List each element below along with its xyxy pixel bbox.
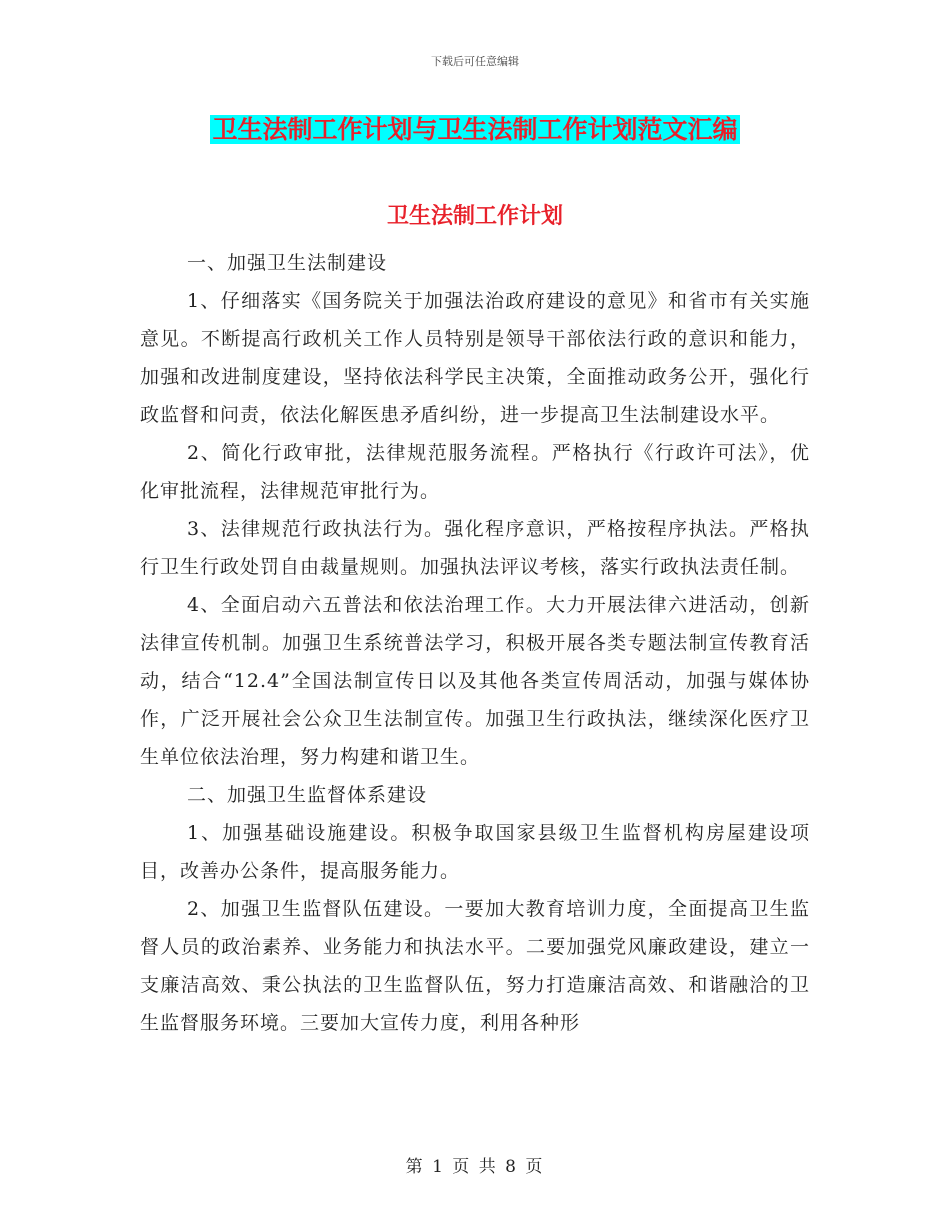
document-body xyxy=(140,244,810,1042)
page-number-footer: 第 1 页 共 8 页 xyxy=(405,1157,545,1177)
paragraph-supervision-item-1: 1、加强基础设施建设。积极争取国家县级卫生监督机构房屋建设项目，改善办公条件，提高服务能力。 xyxy=(140,822,810,882)
heading-strengthen-health-legal-system: 一、加强卫生法制建设 xyxy=(187,252,388,274)
paragraph-item-4: 4、全面启动六五普法和依法治理工作。大力开展法律六进活动，创新法律宣传机制。加强卫生系统普法学习，积极开展各类专题法制宣传教育活动，结合“12.4”全国法制宣传日以及其他各类宣传周活动，加强与媒体协作，广泛开展社会公众卫生法制宣传。加强卫生行政执法，继续深化医疗卫生单位依法治理，努力构建和谐卫生。 xyxy=(140,594,810,768)
section-title: 卫生法制工作计划 xyxy=(386,204,563,229)
main-title-highlight: 卫生法制工作计划与卫生法制工作计划范文汇编 xyxy=(212,115,738,144)
paragraph-item-2: 2、简化行政审批，法律规范服务流程。严格执行《行政许可法》，优化审批流程，法律规范审批行为。 xyxy=(140,442,810,502)
paragraph-supervision-item-2: 2、加强卫生监督队伍建设。一要加大教育培训力度，全面提高卫生监督人员的政治素养、业务能力和执法水平。二要加强党风廉政建设，建立一支廉洁高效、秉公执法的卫生监督队伍，努力打造廉洁高效、和谐融洽的卫生监督服务环境。三要加大宣传力度，利用各种形 xyxy=(140,898,810,1034)
heading-strengthen-health-supervision-system: 二、加强卫生监督体系建设 xyxy=(187,784,428,806)
paragraph-item-1: 1、仔细落实《国务院关于加强法治政府建设的意见》和省市有关实施意见。不断提高行政机关工作人员特别是领导干部依法行政的意识和能力，加强和改进制度建设，坚持依法科学民主决策，全面推动政务公开，强化行政监督和问责，依法化解医患矛盾纠纷，进一步提高卫生法制建设水平。 xyxy=(140,290,810,426)
document-main-title xyxy=(0,112,950,148)
header-note: 下载后可任意编辑 xyxy=(431,55,519,68)
paragraph-item-3: 3、法律规范行政执法行为。强化程序意识，严格按程序执法。严格执行卫生行政处罚自由裁量规则。加强执法评议考核，落实行政执法责任制。 xyxy=(140,518,810,578)
